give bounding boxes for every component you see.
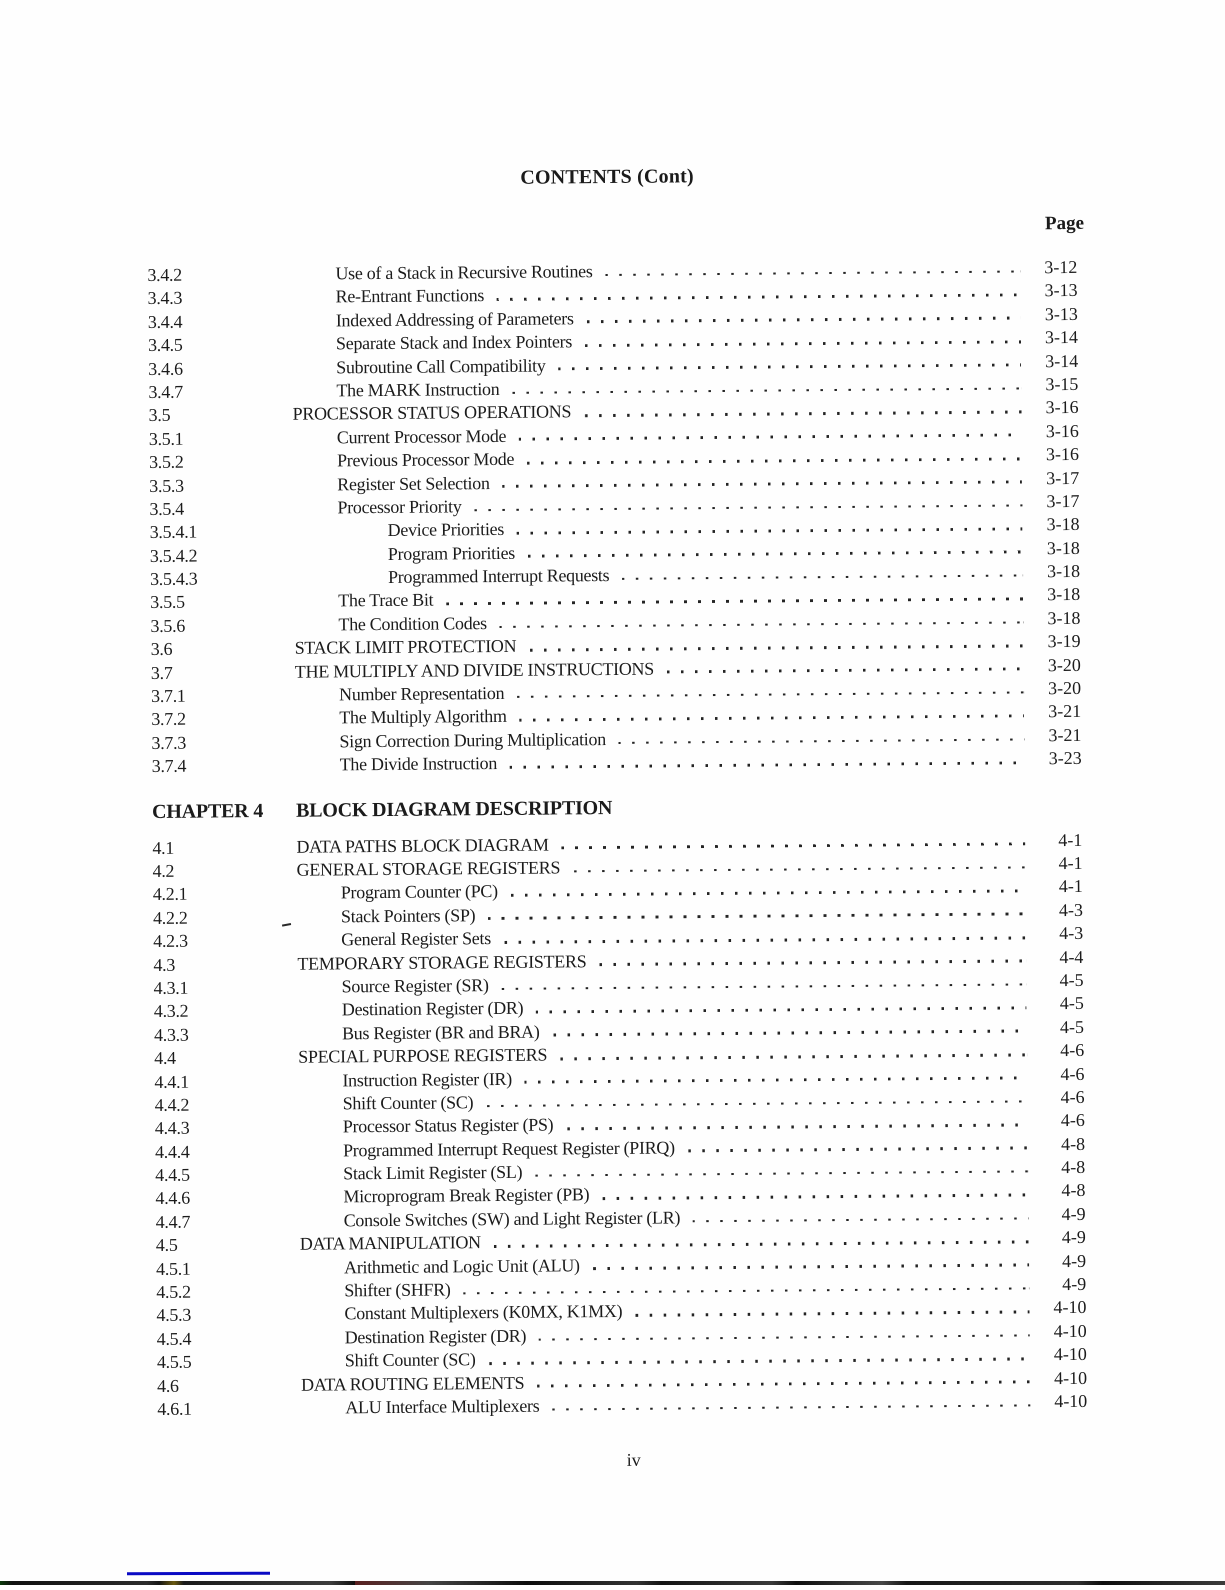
toc-dot-leader <box>535 1170 1028 1177</box>
toc-entry-page: 3-17 <box>1046 467 1080 488</box>
toc-entry-title: DATA PATHS BLOCK DIAGRAM <box>296 834 549 857</box>
toc-entry-title: The Divide Instruction <box>339 753 498 775</box>
toc-dot-leader <box>585 340 1021 346</box>
toc-entry-page: 4-6 <box>1060 1086 1085 1107</box>
toc-entry-number: 3.4.2 <box>147 264 183 286</box>
toc-entry-page: 3-18 <box>1046 560 1081 582</box>
toc-entry-number: 4.1 <box>152 837 175 858</box>
toc-entry-number: 4.4.1 <box>154 1071 190 1092</box>
toc-dot-leader <box>599 960 1026 966</box>
toc-entry-page: 3-13 <box>1044 280 1078 301</box>
toc-entry-title: Processor Priority <box>337 496 462 518</box>
toc-entry-title: TEMPORARY STORAGE REGISTERS <box>297 950 587 974</box>
toc-entry-number: 3.5.2 <box>148 451 184 473</box>
toc-entry-title: Previous Processor Mode <box>336 448 515 471</box>
toc-entry-page: 4-10 <box>1053 1344 1087 1365</box>
toc-entry-page: 3-21 <box>1048 701 1082 722</box>
toc-dot-leader <box>502 983 1027 990</box>
toc-dot-leader <box>602 1194 1028 1200</box>
toc-dot-leader <box>528 551 1023 558</box>
toc-dot-leader <box>486 1100 1027 1107</box>
toc-entry-title: Instruction Register (IR) <box>342 1068 512 1090</box>
toc-entry-number: 3.7.1 <box>150 685 186 707</box>
toc-entry-page: 3-15 <box>1045 373 1079 395</box>
toc-dot-leader <box>494 1240 1029 1247</box>
toc-entry-page: 4-6 <box>1060 1110 1085 1131</box>
toc-entry-number: 4.6 <box>157 1375 179 1396</box>
toc-dot-leader <box>635 1310 1029 1316</box>
toc-entry-number: 4.4.3 <box>154 1117 190 1139</box>
toc-entry-number: 3.5.4 <box>149 498 185 519</box>
toc-entry-page: 3-21 <box>1048 724 1082 746</box>
toc-entry-page: 4-1 <box>1058 829 1083 850</box>
folio-page-number: iv <box>626 1449 641 1470</box>
toc-entry-page: 3-16 <box>1045 397 1079 418</box>
toc-entry-page: 3-14 <box>1044 327 1079 348</box>
scan-artifact-bottom-edge <box>0 1581 1225 1585</box>
toc-dot-leader <box>446 598 1023 606</box>
toc-entry-page: 4-5 <box>1059 993 1084 1014</box>
toc-entry-title: Destination Register (DR) <box>341 998 524 1020</box>
toc-entry-page: 3-20 <box>1047 654 1081 675</box>
toc-dot-leader <box>464 1287 1030 1295</box>
toc-entry-title: Arithmetic and Logic Unit (ALU) <box>343 1254 580 1277</box>
toc-entry-page: 3-14 <box>1045 350 1079 371</box>
toc-entry-number: 3.4.3 <box>147 288 183 309</box>
toc-entry-page: 4-8 <box>1061 1180 1086 1201</box>
toc-dot-leader <box>519 434 1022 441</box>
toc-entry-title: Use of a Stack in Recursive Routines <box>335 261 593 284</box>
toc-entry-number: 4.2.2 <box>152 907 188 928</box>
toc-entry-page: 3-19 <box>1047 631 1081 652</box>
toc-entry-number: 3.5.4.1 <box>149 521 198 543</box>
toc-entry-number: 3.5 <box>148 405 171 426</box>
toc-entry-page: 3-18 <box>1047 607 1081 629</box>
toc-entry-number: 4.4.5 <box>155 1164 190 1186</box>
toc-entry-title: STACK LIMIT PROTECTION <box>294 636 517 659</box>
toc-entry-title: Current Processor Mode <box>336 425 507 448</box>
toc-entry-title: Processor Status Register (PS) <box>342 1114 554 1137</box>
toc-entry-title: ALU Interface Multiplexers <box>345 1395 540 1418</box>
toc-entry-page: 4-9 <box>1061 1203 1086 1224</box>
toc-entry-title: SPECIAL PURPOSE REGISTERS <box>298 1044 548 1067</box>
toc-entry-title: Stack Limit Register (SL) <box>343 1161 523 1184</box>
toc-entry-page: 3-12 <box>1044 256 1078 278</box>
toc-entry-number: 4.3.3 <box>153 1024 189 1045</box>
toc-entry-page: 4-1 <box>1058 852 1083 874</box>
toc-entry-number: 3.7.2 <box>151 709 186 730</box>
toc-entry-title: Programmed Interrupt Request Register (PIRQ) <box>342 1137 675 1161</box>
toc-dot-leader <box>500 621 1024 628</box>
toc-entry-title: Source Register (SR) <box>341 975 489 997</box>
toc-entry-number: 3.4.4 <box>147 311 183 332</box>
toc-entry-number: 4.4.2 <box>154 1094 190 1115</box>
toc-entry-page: 4-4 <box>1059 946 1084 967</box>
toc-dot-leader <box>489 1357 1030 1364</box>
toc-entry-title: Programmed Interrupt Requests <box>387 565 610 588</box>
toc-entry-page: 4-5 <box>1059 969 1084 991</box>
toc-entry-number: 3.6 <box>150 639 173 660</box>
toc-entry-title: Number Representation <box>338 682 505 705</box>
toc-dot-leader <box>584 410 1021 417</box>
toc-entry-page: 4-8 <box>1060 1133 1086 1154</box>
toc-entry-number: 3.5.1 <box>148 428 184 449</box>
toc-entry-title: Indexed Addressing of Parameters <box>335 308 574 331</box>
toc-entry-title: Register Set Selection <box>337 472 490 494</box>
page-title: CONTENTS (Cont) <box>520 165 694 189</box>
toc-dot-leader <box>667 668 1024 674</box>
toc-entry-title: THE MULTIPLY AND DIVIDE INSTRUCTIONS <box>294 658 655 682</box>
toc-entry-title: Constant Multiplexers (K0MX, K1MX) <box>344 1301 623 1324</box>
toc-dot-leader <box>573 866 1025 873</box>
toc-dot-leader <box>553 1030 1028 1037</box>
toc-entry-page: 4-9 <box>1062 1273 1087 1295</box>
toc-entry-number: 4.6.1 <box>157 1398 192 1419</box>
toc-entry-page: 3-17 <box>1046 490 1080 512</box>
toc-dot-leader <box>497 294 1021 301</box>
toc-entry-number: 3.4.6 <box>148 358 183 379</box>
toc-entry-page: 4-10 <box>1053 1367 1088 1388</box>
toc-entry-number: 4.5.5 <box>156 1351 192 1373</box>
toc-entry-number: 4.4 <box>154 1047 176 1069</box>
toc-entry-page: 3-13 <box>1044 303 1078 324</box>
toc-dot-leader <box>559 364 1022 371</box>
toc-entry-number: 4.4.7 <box>155 1211 191 1232</box>
toc-entry-number: 3.7 <box>150 662 173 683</box>
toc-entry-title: Device Priorities <box>387 519 505 541</box>
toc-entry-number: 3.5.4.3 <box>149 568 198 590</box>
toc-entry-page: 4-8 <box>1061 1156 1086 1178</box>
toc-entry-title: The MARK Instruction <box>336 378 500 401</box>
toc-entry-title: Microprogram Break Register (PB) <box>343 1184 590 1207</box>
toc-dot-leader <box>693 1217 1029 1223</box>
toc-dot-leader <box>527 457 1022 464</box>
toc-entry-number: 4.3.2 <box>153 1001 189 1022</box>
toc-entry-number: 4.5.4 <box>156 1328 192 1349</box>
toc-dot-leader <box>593 1264 1029 1270</box>
toc-dot-leader <box>504 936 1026 943</box>
toc-entry-title: Program Priorities <box>387 542 516 564</box>
toc-entry-number: 3.5.4.2 <box>149 545 198 566</box>
toc-entry-title: PROCESSOR STATUS OPERATIONS <box>292 401 572 425</box>
toc-entry-page: 3-18 <box>1046 514 1080 535</box>
toc-entry-title: Shift Counter (SC) <box>342 1092 474 1114</box>
toc-dot-leader <box>622 574 1023 580</box>
toc-entry-title: Destination Register (DR) <box>344 1325 527 1348</box>
toc-entry-page: 4-1 <box>1058 876 1083 897</box>
toc-entry-page: 3-18 <box>1047 584 1081 605</box>
toc-entry-number: 4.2.1 <box>152 884 188 905</box>
toc-dot-leader <box>566 1123 1028 1130</box>
toc-dot-leader <box>587 317 1021 323</box>
toc-entry-number: 4.5.1 <box>155 1258 191 1279</box>
toc-entry-title: GENERAL STORAGE REGISTERS <box>296 857 561 880</box>
toc-entry-title: DATA ROUTING ELEMENTS <box>300 1372 525 1395</box>
table-of-contents <box>147 256 1087 1421</box>
toc-entry-title: The Condition Codes <box>338 612 487 635</box>
toc-entry-number: 3.7.4 <box>151 755 187 777</box>
toc-entry-page: 3-16 <box>1045 420 1079 441</box>
toc-entry-number: 3.4.5 <box>147 334 183 356</box>
toc-entry-title: Bus Register (BR and BRA) <box>341 1021 540 1044</box>
toc-entry-number: 3.5.3 <box>149 475 184 496</box>
toc-entry-title: Shift Counter (SC) <box>344 1349 476 1371</box>
toc-entry-number: 4.5.3 <box>156 1305 192 1326</box>
toc-entry-page: 4-3 <box>1058 899 1084 920</box>
toc-dot-leader <box>517 691 1024 698</box>
toc-dot-leader <box>560 1053 1027 1060</box>
toc-entry-title: Program Counter (PC) <box>340 881 498 903</box>
toc-entry-title: The Multiply Algorithm <box>339 706 507 728</box>
toc-entry-page: 4-6 <box>1060 1063 1085 1084</box>
toc-entry-number: 4.4.6 <box>155 1188 191 1209</box>
toc-dot-leader <box>525 1077 1028 1084</box>
toc-entry-page: 4-9 <box>1061 1250 1087 1271</box>
toc-entry-page: 3-16 <box>1045 444 1080 465</box>
toc-entry-number: 4.2 <box>152 860 175 881</box>
toc-dot-leader <box>517 527 1023 534</box>
toc-dot-leader <box>520 715 1025 722</box>
toc-dot-leader <box>539 1334 1030 1341</box>
toc-entry-page: 3-23 <box>1048 748 1082 769</box>
toc-dot-leader <box>510 761 1025 768</box>
toc-dot-leader <box>512 387 1021 394</box>
toc-entry-number: 4.3 <box>153 954 176 975</box>
toc-entry-number: 4.5 <box>155 1235 178 1256</box>
toc-entry-title: Stack Pointers (SP) <box>340 904 476 927</box>
toc-entry-title: Separate Stack and Index Pointers <box>335 331 573 354</box>
toc-entry-page: 3-20 <box>1047 677 1082 699</box>
toc-entry-number: 4.3.1 <box>153 977 189 998</box>
page-column-header: Page <box>1044 212 1085 235</box>
toc-dot-leader <box>562 843 1026 850</box>
toc-dot-leader <box>475 504 1023 511</box>
toc-dot-leader <box>488 913 1026 920</box>
toc-dot-leader <box>537 1381 1030 1388</box>
toc-entry-page: 3-18 <box>1046 537 1080 558</box>
toc-entry-title: Subroutine Call Compatibility <box>336 355 546 377</box>
toc-entry-page: 4-6 <box>1060 1039 1085 1061</box>
toc-dot-leader <box>529 644 1023 651</box>
toc-entry-page: 4-10 <box>1053 1320 1087 1341</box>
toc-dot-leader <box>503 481 1023 488</box>
toc-entry-page: 4-10 <box>1054 1390 1088 1412</box>
chapter-number: CHAPTER 4 <box>151 799 264 823</box>
toc-entry-number: 3.7.3 <box>151 732 187 753</box>
toc-entry-number: 3.5.5 <box>150 592 185 613</box>
toc-dot-leader <box>536 1006 1027 1013</box>
toc-dot-leader <box>552 1404 1030 1411</box>
toc-entry-title: General Register Sets <box>341 928 491 950</box>
toc-entry-number: 4.4.4 <box>154 1141 190 1162</box>
toc-entry-number: 3.5.6 <box>150 615 186 636</box>
toc-entry-title: The Trace Bit <box>338 590 434 611</box>
toc-entry-title: DATA MANIPULATION <box>299 1232 481 1254</box>
chapter-title: BLOCK DIAGRAM DESCRIPTION <box>295 796 613 822</box>
scan-artifact-blue-line <box>127 1572 270 1575</box>
toc-dot-leader <box>688 1147 1028 1153</box>
toc-entry-title: Sign Correction During Multiplication <box>339 728 606 752</box>
toc-entry-page: 4-5 <box>1059 1016 1085 1037</box>
toc-dot-leader <box>619 738 1025 744</box>
toc-entry-number: 4.2.3 <box>153 930 188 952</box>
chapter-heading <box>152 791 1082 823</box>
toc-entry-title: Re-Entrant Functions <box>335 285 485 307</box>
toc-entry-page: 4-10 <box>1053 1297 1087 1318</box>
toc-dot-leader <box>511 889 1026 896</box>
toc-entry-title: Shifter (SHFR) <box>344 1279 451 1301</box>
toc-dot-leader <box>606 270 1021 276</box>
toc-entry-page: 4-3 <box>1059 923 1084 944</box>
toc-entry-title: Console Switches (SW) and Light Register (LR) <box>343 1207 681 1231</box>
toc-entry-number: 3.4.7 <box>148 381 184 402</box>
toc-entry-page: 4-9 <box>1061 1227 1086 1248</box>
toc-entry-number: 4.5.2 <box>156 1281 191 1303</box>
